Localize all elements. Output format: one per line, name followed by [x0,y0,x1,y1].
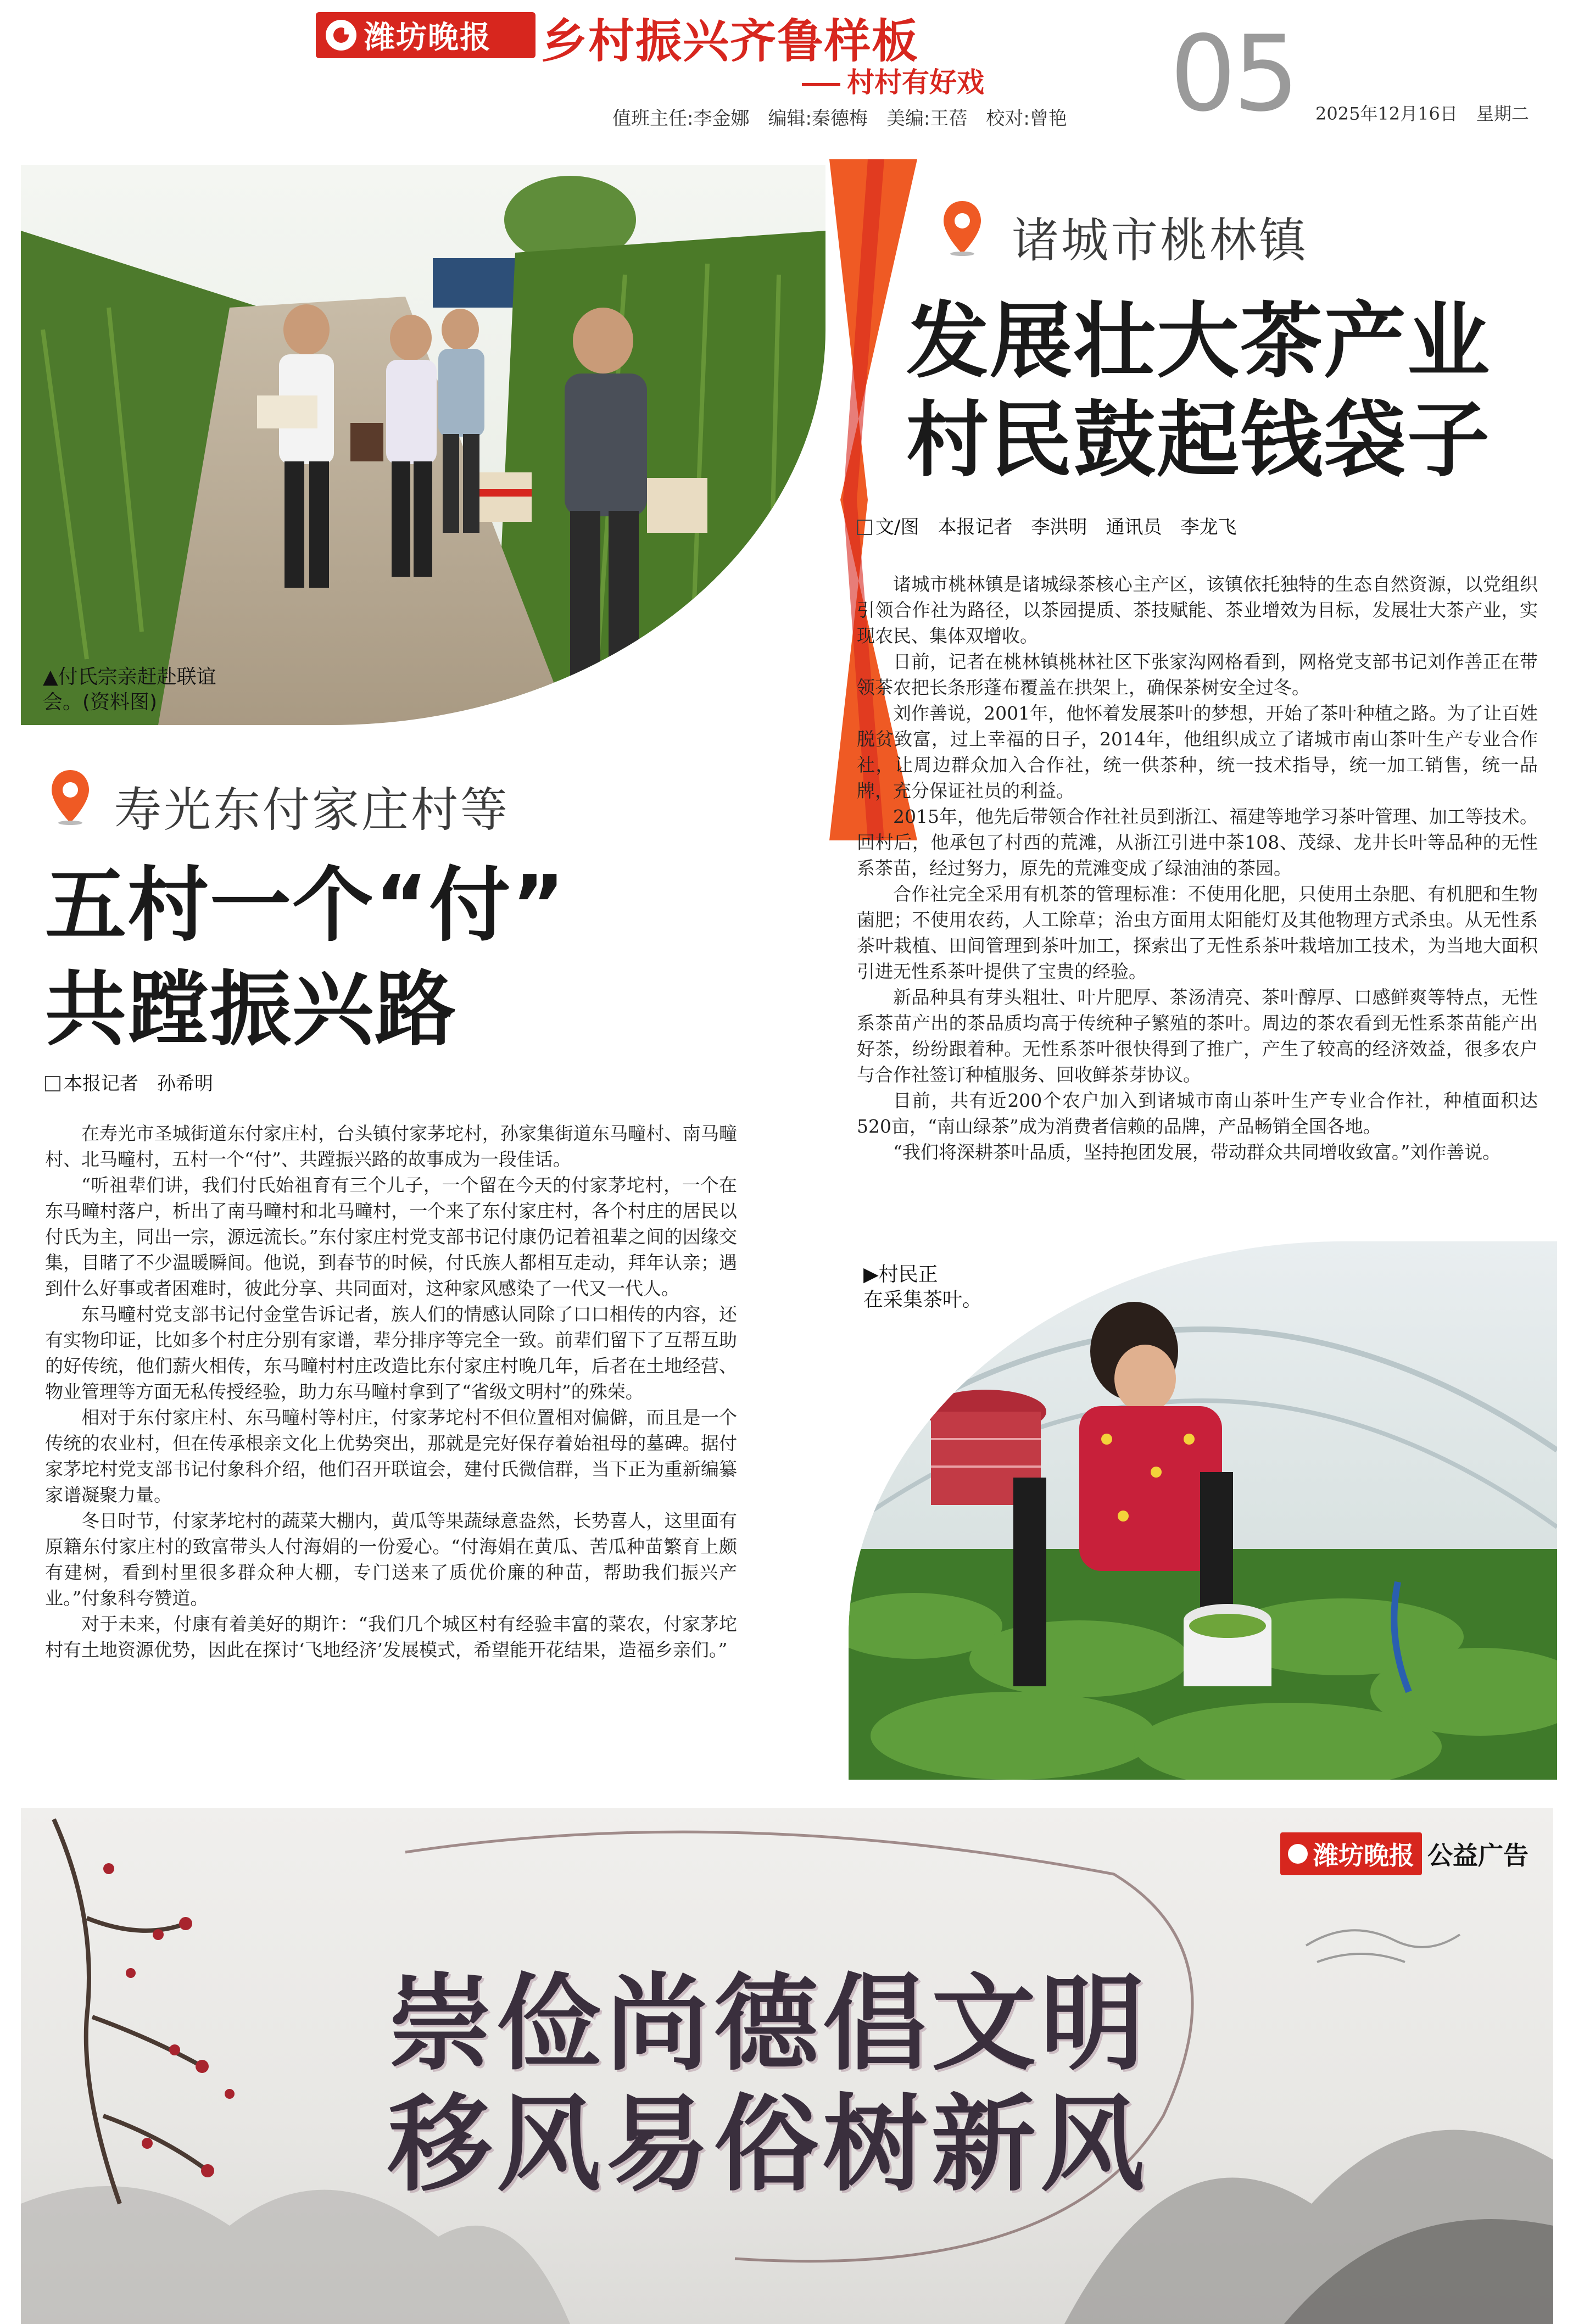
ad-logo-badge [1280,1832,1422,1875]
newspaper-logo [316,12,536,58]
paragraph: 在寿光市圣城街道东付家庄村，台头镇付家茅坨村，孙家集街道东马疃村、南马疃村、北马疃村，五村一个“付”、共蹚振兴路的故事成为一段佳话。 [45,1123,737,1170]
paragraph: 冬日时节，付家茅坨村的蔬菜大棚内，黄瓜等果蔬绿意盎然，长势喜人，这里面有原籍东付家庄村的致富带头人付海娟的一份爱心。“付海娟在黄瓜、苦瓜种苗繁育上颇有建树，看到村里很多群众种大棚，专门送来了质优价廉的种苗，帮助我们振兴产业。”付象科夸赞道。 [45,1510,737,1609]
paragraph: 2015年，他先后带领合作社社员到浙江、福建等地学习茶叶管理、加工等技术。回村后，他承包了村西的荒滩，从浙江引进中茶108、茂绿、龙井长叶等品种的无性系茶苗，经过努力，原先的荒滩变成了绿油油的茶园。 [857,806,1538,879]
public-service-ad [21,1808,1553,2324]
paragraph: 对于未来，付康有着美好的期许：“我们几个城区村有经验丰富的菜农，付家茅坨村有土地资源优势，因此在探讨‘飞地经济’发展模式，希望能开花结果，造福乡亲们。” [45,1613,737,1660]
duty-editor: 值班主任:李金娜 [612,108,750,130]
logo-text: 潍坊晚报 [364,20,492,55]
left-article-body [45,1121,737,1663]
right-article-body [857,571,1538,1165]
left-byline-text: 本报记者 孙希明 [64,1073,213,1095]
right-photo-caption-line1: ▶村民正 [863,1263,938,1286]
paragraph: 相对于东付家庄村、东马疃村等村庄，付家茅坨村不但位置相对偏僻，而且是一个传统的农业村，但在传承根亲文化上优势突出，那就是完好保存着始祖母的墓碑。据付家茅坨村党支部书记付象科介绍，他们召开联谊会，建付氏微信群，当下正为重新编纂家谱凝聚力量。 [45,1407,737,1506]
photo-clan-members-walking [21,165,825,725]
paragraph: “我们将深耕茶叶品质，坚持抱团发展，带动群众共同增收致富。”刘作善说。 [893,1141,1501,1163]
ad-slogan-line2: 移风易俗树新风 [388,2084,1150,2205]
paragraph: 东马疃村党支部书记付金堂告诉记者，族人们的情感认同除了口口相传的内容，还有实物印证，比如多个村庄分别有家谱，辈分排序等完全一致。前辈们留下了互帮互助的好传统，他们薪火相传，东马疃村村庄改造比东付家庄村晚几年，后者在土地经营、物业管理等方面无私传授经验，助力东马疃村拿到了“省级文明村”的殊荣。 [45,1303,737,1402]
left-kicker: 寿光东付家庄村等 [114,783,510,838]
right-byline-text: 文/图 本报记者 李洪明 通讯员 李龙飞 [875,516,1237,538]
paragraph: 合作社完全采用有机茶的管理标准：不使用化肥，只使用土杂肥、有机肥和生物菌肥；不使用农药，人工除草；治虫方面用太阳能灯及其他物理方式杀虫。从无性系茶叶栽植、田间管理到茶叶加工，探索出了无性系茶叶栽培加工技术，为当地大面积引进无性系茶叶提供了宝贵的经验。 [857,883,1538,982]
logo-mark-icon [1288,1844,1308,1864]
paragraph: 日前，记者在桃林镇桃林社区下张家沟网格看到，网格党支部书记刘作善正在带领茶农把长条形蓬布覆盖在拱架上，确保茶树安全过冬。 [857,651,1538,698]
location-pin-icon [48,768,92,825]
right-byline [857,512,1236,539]
byline-square-icon [857,520,872,535]
logo-mark-icon [326,20,356,51]
staff-credits [612,103,1086,130]
date: 2025年12月16日 [1315,103,1458,124]
ad-logo-text: 潍坊晚报 [1313,1841,1414,1870]
right-photo-caption [863,1262,1006,1313]
right-photo-caption-line2: 在采集茶叶。 [863,1289,983,1311]
proofreader: 校对:曾艳 [986,108,1067,130]
paragraph: 诸城市桃林镇是诸城绿茶核心主产区，该镇依托独特的生态自然资源，以党组织引领合作社为路径，以茶园提质、茶技赋能、茶业增效为目标，发展壮大茶产业，实现农民、集体双增收。 [857,573,1538,647]
right-kicker: 诸城市桃林镇 [1012,213,1308,268]
editor: 编辑:秦德梅 [768,108,868,130]
section-subtitle-text: 村村有好戏 [847,66,984,98]
right-headline-line2: 村民鼓起钱袋子 [906,393,1491,488]
weekday: 星期二 [1476,103,1529,124]
section-subtitle [802,60,984,100]
left-photo-caption: ▲付氏宗亲赶赴联谊会。(资料图) [43,666,216,714]
dash-rule [802,83,840,86]
left-headline-line2: 共蹚振兴路 [45,962,457,1057]
location-pin-icon [940,199,984,256]
left-headline-line1: 五村一个“付” [45,858,566,952]
section-title: 乡村振兴齐鲁样板 [541,14,919,68]
left-byline [45,1068,213,1095]
issue-date [1315,100,1548,125]
byline-square-icon [45,1076,60,1091]
paragraph: 刘作善说，2001年，他怀着发展茶叶的梦想，开始了茶叶种植之路。为了让百姓脱贫致富，过上幸福的日子，2014年，他组织成立了诸城市南山茶叶生产专业合作社，让周边群众加入合作社，统一供茶种，统一技术指导，统一加工销售，统一品牌，充分保证社员的利益。 [857,703,1538,801]
ad-tag: 公益广告 [1427,1841,1529,1870]
ad-slogan-line1: 崇俭尚德倡文明 [388,1963,1150,2085]
right-headline-line1: 发展壮大茶产业 [906,294,1491,389]
page-number: 05 [1170,13,1296,135]
ad-logo [1280,1832,1529,1875]
paragraph: 目前，共有近200个农户加入到诸城市南山茶叶生产专业合作社，种植面积达520亩，“南山绿茶”成为消费者信赖的品牌，产品畅销全国各地。 [857,1090,1538,1137]
art-editor: 美编:王蓓 [886,108,968,130]
photo-tea-picking [849,1241,1557,1780]
paragraph: 新品种具有芽头粗壮、叶片肥厚、茶汤清亮、茶叶醇厚、口感鲜爽等特点，无性系茶苗产出的茶品质均高于传统种子繁殖的茶叶。周边的茶农看到无性系茶苗能产出好茶，纷纷跟着种。无性系茶叶很快得到了推广，产生了较高的经济效益，很多农户与合作社签订种植服务、回收鲜茶芽协议。 [857,987,1538,1085]
paragraph: “听祖辈们讲，我们付氏始祖育有三个儿子，一个留在今天的付家茅坨村，一个在东马疃村落户，析出了南马疃村和北马疃村，一个来了东付家庄村，各个村庄的居民以付氏为主，同出一宗，源远流长。”东付家庄村党支部书记付康仍记着祖辈之间的因缘交集，目睹了不少温暖瞬间。他说，到春节的时候，付氏族人都相互走动，拜年认亲；遇到什么好事或者困难时，彼此分享、共同面对，这种家风感染了一代又一代人。 [45,1174,737,1299]
